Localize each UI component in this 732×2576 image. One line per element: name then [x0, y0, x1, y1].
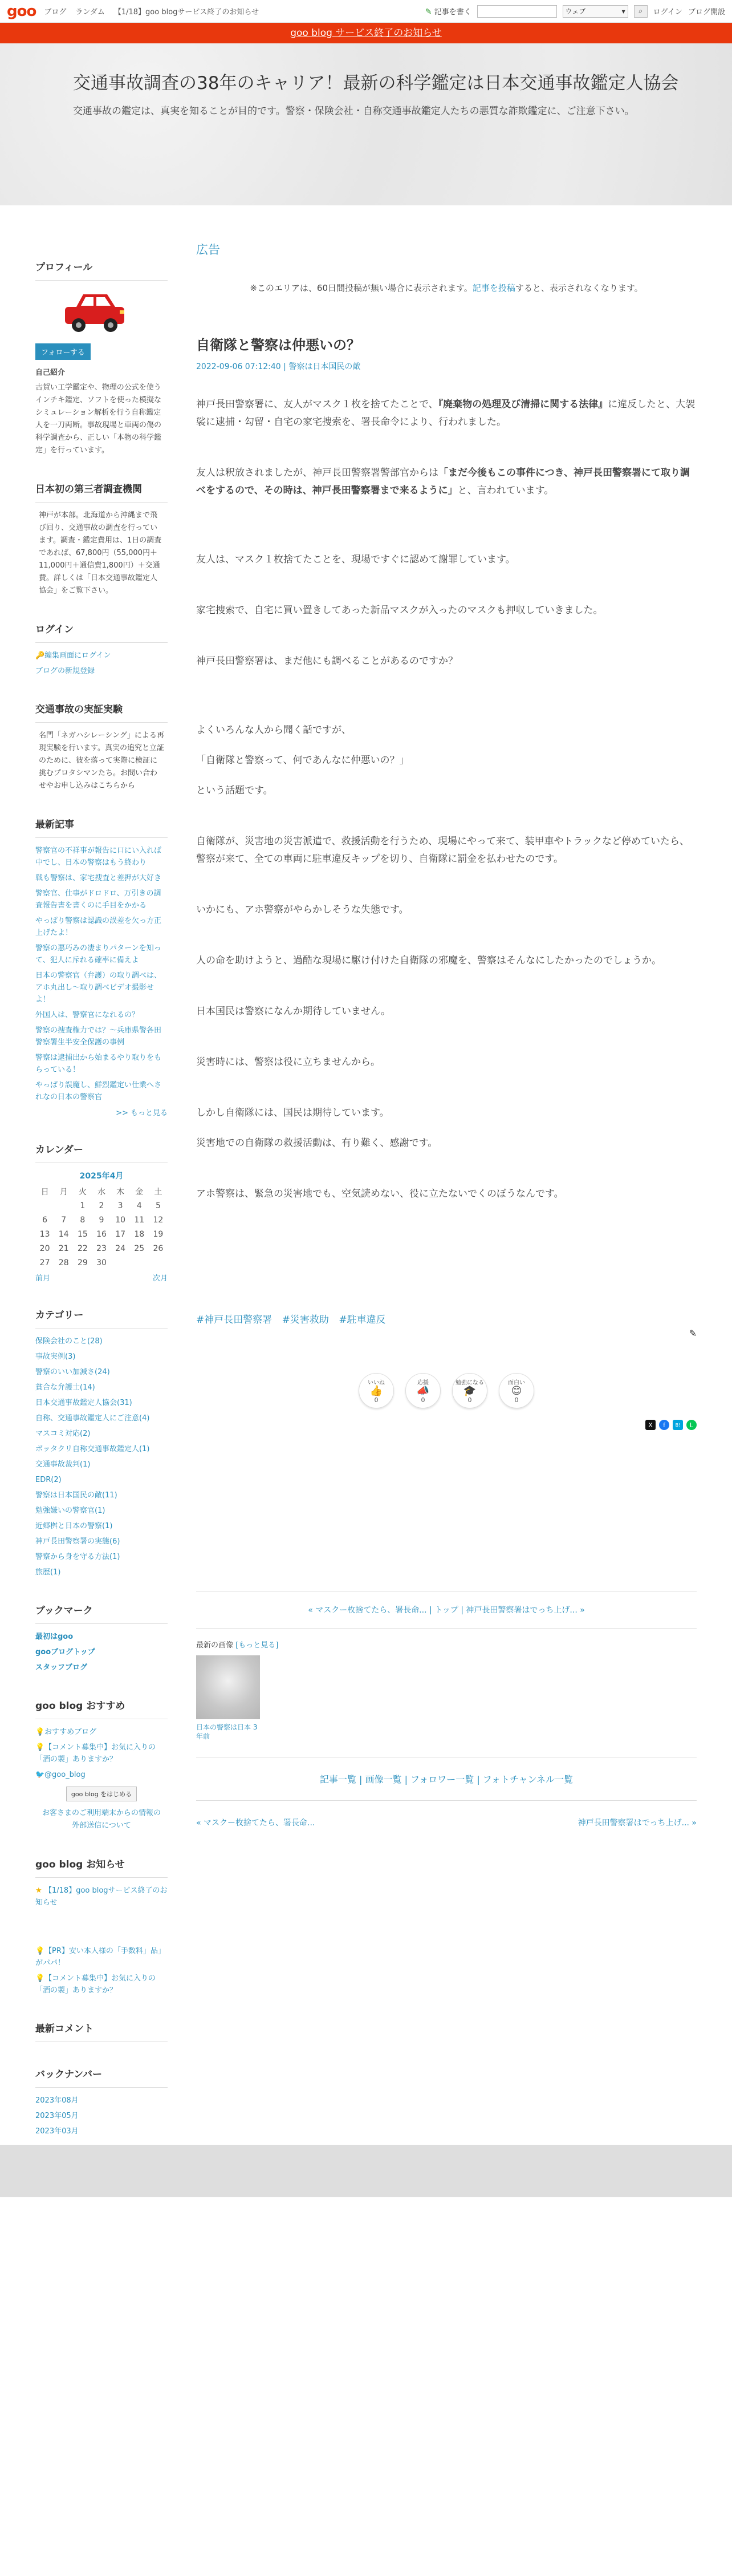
recent-images: [196, 1639, 697, 1741]
recent-post-link[interactable]: 警察は逮捕出から始まるやり取りをもらっている！: [35, 1054, 162, 1074]
calendar-day: 20: [39, 1244, 50, 1253]
post-body: [196, 396, 697, 1203]
next-post-link[interactable]: 神戸長田警察署はでっち上げ... »: [466, 1606, 585, 1615]
blog-title[interactable]: 交通事故調査の38年のキャリア！最新の科学鑑定は日本交通事故鑑定人協会: [73, 73, 679, 94]
text: と、言われています。: [457, 485, 554, 496]
category-link[interactable]: 警察のいい加減さ(24): [35, 1368, 110, 1376]
calendar-day: 24: [115, 1244, 126, 1253]
next-month-link[interactable]: 次月: [152, 1274, 168, 1283]
follow-button[interactable]: フォローする: [35, 343, 91, 360]
blog-notice-section: [35, 1848, 168, 1996]
paragraph: 「自衛隊と警察って、何であんなに仲悪いの？」: [196, 755, 409, 766]
tag-link[interactable]: #災害救助: [282, 1314, 329, 1326]
post-date[interactable]: 2022-09-06 07:12:40: [196, 362, 281, 371]
calendar-day: 11: [134, 1215, 145, 1225]
x-share-icon[interactable]: X: [645, 1420, 656, 1430]
latest-comments-section: [35, 2012, 168, 2042]
weekday: 月: [59, 1188, 68, 1197]
blog-notice-label: 【1/18】goo blogサービス終了のお知らせ: [35, 1886, 168, 1907]
overlay-ad-band: [0, 2145, 732, 2197]
main-content: [196, 228, 697, 1828]
calendar-day: 5: [155, 1201, 161, 1210]
reaction-buttons: [196, 1373, 697, 1408]
recent-posts-section: [35, 808, 168, 1117]
weekday: 木: [116, 1188, 125, 1197]
nav-blog-link[interactable]: ブログ: [44, 8, 67, 17]
reaction-count: 0: [467, 1396, 472, 1404]
weekday: 火: [78, 1188, 87, 1197]
recent-images-heading: 最新の画像: [196, 1641, 234, 1650]
lightbulb-icon: 💡: [35, 1974, 45, 1983]
text: 友人は釈放されましたが、神戸長田警察署警部官からは: [196, 467, 438, 479]
blog-header: [0, 43, 732, 205]
calendar-day: 22: [77, 1244, 88, 1253]
nav-service-end-link[interactable]: 【1/18】goo blogサービス終了のお知らせ: [113, 8, 259, 17]
bookmark-link[interactable]: 最初はgoo: [35, 1633, 74, 1641]
category-link[interactable]: 近郷桝と日本の警察(1): [35, 1522, 113, 1530]
experiment-heading: 交通事故の実証実験: [35, 693, 168, 723]
recommend-link[interactable]: [35, 1726, 168, 1738]
category-link[interactable]: EDR(2): [35, 1476, 62, 1484]
categories-section: [35, 1299, 168, 1578]
megaphone-icon: 📣: [416, 1385, 430, 1397]
top-link[interactable]: トップ: [434, 1606, 458, 1615]
recent-image-thumbnail[interactable]: [196, 1655, 260, 1719]
paragraph: 友人は、マスク１枚捨てたことを、現場ですぐに認めて謝罪しています。: [196, 554, 515, 565]
lightbulb-icon: 💡: [35, 1728, 45, 1736]
recommend-label: おすすめブログ: [44, 1728, 97, 1736]
recent-post-link[interactable]: やっぱり警察は認識の誤差を欠っ方正上げたよ！: [35, 917, 162, 937]
search-input[interactable]: [477, 5, 557, 18]
category-link[interactable]: 旅歴(1): [35, 1568, 61, 1577]
nav-separator: |: [429, 1606, 432, 1615]
bookmark-section: [35, 1594, 168, 1674]
intro-title: 自己紹介: [35, 368, 66, 377]
recent-post-link[interactable]: 警察官の不祥事が報告に口にい入れば中でし、日本の警察はもう終わり: [35, 846, 162, 867]
calendar-day: 28: [58, 1258, 69, 1267]
search-scope-value: ウェブ: [565, 7, 586, 15]
reaction-label: 応援: [417, 1380, 429, 1386]
smile-icon: 😊: [511, 1385, 522, 1397]
recommend-heading: goo blog おすすめ: [35, 1690, 168, 1719]
reaction-learn-button[interactable]: [452, 1373, 487, 1408]
institution-section: [35, 473, 168, 597]
line-share-icon[interactable]: L: [686, 1420, 697, 1430]
weekday: 土: [154, 1188, 162, 1197]
latest-comments-heading: 最新コメント: [35, 2012, 168, 2042]
start-blog-wrap: [35, 1787, 168, 1801]
reaction-count: 0: [514, 1396, 519, 1404]
reaction-like-button[interactable]: [359, 1373, 394, 1408]
write-article-label: 記事を書く: [434, 8, 471, 17]
calendar-day: 27: [39, 1258, 50, 1267]
paragraph: 神戸長田警察署は、まだ他にも調べることがあるのですか？: [196, 655, 458, 667]
login-section: [35, 613, 168, 677]
category-link[interactable]: 交通事故裁判(1): [35, 1460, 91, 1469]
calendar-table: [35, 1185, 168, 1270]
red-car-icon: [60, 287, 129, 335]
calendar-day: 4: [136, 1201, 142, 1210]
edit-login-label: 編集画面にログイン: [44, 651, 111, 660]
recent-post-link[interactable]: やっぱり誤魔し、鮮烈鑑定い仕業へされなの日本の警察官: [35, 1081, 162, 1101]
login-heading: ログイン: [35, 613, 168, 643]
weekday: 水: [97, 1188, 105, 1197]
calendar-day: 23: [96, 1244, 107, 1253]
key-icon: 🔑: [35, 651, 45, 660]
calendar-day: 2: [99, 1201, 104, 1210]
reaction-funny-button[interactable]: [499, 1373, 534, 1408]
lightbulb-icon: 💡: [35, 1743, 45, 1752]
service-end-notice-link[interactable]: goo blog サービス終了のお知らせ: [290, 27, 442, 39]
edit-login-link[interactable]: [35, 650, 168, 662]
intro-text: 古賀い工学鑑定や、物理の公式を使うインチキ鑑定、ソフトを使った模擬なシミュレーション解析を行う自称鑑定人を一刀両断。事故現場と車両の傷の科学調査から、正しい「本物の科学鑑定」を行っています。: [35, 383, 162, 455]
post-category-link[interactable]: 警察は日本国民の敵: [288, 362, 361, 371]
twitter-icon: 🐦: [35, 1771, 45, 1779]
sidebar: [35, 251, 168, 2193]
recent-post-link[interactable]: 外国人は、警察官になれるの？: [35, 1011, 140, 1019]
categories-heading: カテゴリー: [35, 1299, 168, 1328]
post-title[interactable]: 自衛隊と警察は仲悪いの？: [196, 337, 360, 353]
pencil-icon: ✎: [425, 7, 432, 17]
calendar-day: 3: [117, 1201, 123, 1210]
paragraph: 人の命を助けようと、過酷な現場に駆け付けた自衛隊の邪魔を、警察はそんなにしたかったのでしょうか。: [196, 955, 661, 966]
blog-notice-heading: goo blog お知らせ: [35, 1848, 168, 1878]
category-link[interactable]: 事故実例(3): [35, 1352, 76, 1361]
paragraph: 日本国民は警察になんか期待していません。: [196, 1006, 391, 1017]
recent-posts-more-link[interactable]: >> もっと見る: [116, 1109, 168, 1117]
recent-post-link[interactable]: 警察の捜査権力では？〜兵庫県警各田警察署生半安全保護の事例: [35, 1026, 162, 1047]
reaction-count: 0: [421, 1396, 425, 1404]
thumbs-up-icon: 👍: [369, 1385, 383, 1397]
text: に違反したと、大袈裟に逮捕・勾留・自宅の家宅捜索を、署長命令により、行われました。: [196, 399, 696, 428]
institution-heading: 日本初の第三者調査機関: [35, 473, 168, 503]
login-link[interactable]: ログイン: [653, 8, 682, 17]
blog-notice-link[interactable]: [35, 1972, 168, 1996]
recent-post-link[interactable]: 警察官、仕事がドロドロ、万引きの調査報告書を書くのに手目をかかる: [35, 889, 161, 910]
recent-post-link[interactable]: 戦も警察は、家宅捜査と差押が大好き: [35, 874, 162, 882]
nav-random-link[interactable]: ランダム: [75, 8, 105, 17]
calendar-day: [149, 1255, 168, 1270]
category-link[interactable]: 勉強嫌いの警察官(1): [35, 1506, 105, 1515]
calendar-day: 1: [80, 1201, 86, 1210]
calendar-day: 13: [39, 1229, 50, 1239]
category-link[interactable]: 自称、交通事故鑑定人にご注意(4): [35, 1414, 150, 1423]
calendar-day: [130, 1255, 149, 1270]
blog-notice-label: 【PR】安い本人様の「手数料」品」がパパ！: [35, 1947, 165, 1967]
calendar-day: 10: [115, 1215, 126, 1225]
calendar-day: 21: [58, 1244, 69, 1253]
recent-image-caption[interactable]: 日本の警察は日本 3年前: [196, 1723, 258, 1740]
paragraph: 自衛隊が、災害地の災害派遣で、救援活動を行うため、現場にやって来て、装甲車やトラックなど停めていたら、警察が来て、全ての車両に駐車違反キップを切り、自衛隊に罰金を払わせたのです。: [196, 836, 689, 865]
star-icon: ★: [35, 1886, 42, 1895]
ad-notice-text-post: すると、表示されなくなります。: [515, 283, 643, 293]
reaction-count: 0: [374, 1396, 379, 1404]
paragraph: よくいろんな人から聞く話ですが、: [196, 724, 351, 736]
calendar-section: [35, 1133, 168, 1283]
goo-logo[interactable]: goo: [7, 2, 36, 20]
calendar-day: 26: [153, 1244, 164, 1253]
top-nav-right: [425, 5, 725, 18]
paragraph: 家宅捜索で、自宅に買い置きしてあった新品マスクが入ったのマスクも押収していきました。: [196, 605, 603, 616]
footer-links[interactable]: 記事一覧 | 画像一覧 | フォロワー一覧 | フォトチャンネル一覧: [196, 1757, 697, 1801]
weekday: 日: [40, 1188, 49, 1197]
share-buttons: [196, 1420, 697, 1430]
paragraph: [196, 464, 697, 500]
start-blog-button[interactable]: goo blog をはじめる: [66, 1787, 137, 1801]
chevron-down-icon: ▾: [621, 7, 625, 15]
recommend-link[interactable]: [35, 1741, 168, 1765]
category-link[interactable]: マスコミ対応(2): [35, 1429, 91, 1438]
blog-notice-link[interactable]: [35, 1945, 168, 1969]
ad-notice: [196, 282, 697, 294]
write-post-link[interactable]: 記事を投稿: [472, 283, 515, 293]
calendar-day: 15: [77, 1229, 88, 1239]
ad-label: 広告: [196, 243, 220, 257]
post-navigation: [196, 1591, 697, 1629]
recommend-label: @goo_blog: [44, 1771, 86, 1779]
category-link[interactable]: 警察から身を守る方法(1): [35, 1553, 120, 1561]
calendar-day: 14: [58, 1229, 69, 1239]
paragraph: 災害時には、警察は役に立ちませんから。: [196, 1056, 380, 1068]
calendar-day: 7: [61, 1215, 67, 1225]
calendar-day: 8: [80, 1215, 86, 1225]
category-link[interactable]: ボッタクリ自称交通事故鑑定人(1): [35, 1445, 150, 1453]
calendar-day: [54, 1198, 73, 1213]
lightbulb-icon: 💡: [35, 1947, 45, 1955]
paragraph: アホ警察は、緊急の災害地でも、空気読めない、役に立たないでくのぼうなんです。: [196, 1188, 564, 1200]
category-link[interactable]: 保険会社のこと(28): [35, 1337, 103, 1346]
calendar-day: 12: [153, 1215, 164, 1225]
search-button[interactable]: [634, 5, 648, 18]
service-end-notice-bar: [0, 23, 732, 43]
calendar-day: 6: [42, 1215, 48, 1225]
calendar-day: 29: [77, 1258, 88, 1267]
reaction-label: いいね: [368, 1380, 385, 1386]
post-tags: [196, 1311, 697, 1326]
backnumber-heading: バックナンバー: [35, 2058, 168, 2088]
calendar-heading: カレンダー: [35, 1133, 168, 1163]
hatena-share-icon[interactable]: B!: [673, 1420, 683, 1430]
calendar-day: 16: [96, 1229, 107, 1239]
recommend-link[interactable]: [35, 1769, 168, 1781]
calendar-day: 9: [99, 1215, 104, 1225]
experiment-section: [35, 693, 168, 792]
bottom-prev-link[interactable]: « マスクー枚捨てたら、署長命...: [196, 1818, 315, 1828]
register-blog-link[interactable]: ブログの新規登録: [35, 667, 95, 675]
calendar-nav: [35, 1272, 168, 1283]
reaction-label: 面白い: [508, 1380, 525, 1386]
blog-description: 交通事故の鑑定は、真実を知ることが目的です。警察・保険会社・自称交通事故鑑定人たちの悪質な詐欺鑑定に、ご注意下さい。: [73, 106, 635, 117]
prev-post-link[interactable]: « マスクー枚捨てたら、署長命...: [308, 1606, 427, 1615]
prev-month-link[interactable]: 前月: [35, 1274, 51, 1283]
paragraph: いかにも、アホ警察がやらかしそうな失態です。: [196, 904, 409, 916]
recommend-section: [35, 1690, 168, 1832]
profile-section: [35, 251, 168, 457]
backnumber-link[interactable]: 2023年08月: [35, 2096, 79, 2105]
edit-post-icon[interactable]: ✎: [689, 1328, 697, 1339]
experiment-text: 名門「ネガハシレーシング」による再現実験を行います。真実の追究と立証のために、彼を落って実際に検証に挑むプロタシマンたち。お問い合わせやお申し込みはこちらから: [39, 731, 164, 790]
bold-text: 『廃棄物の処理及び清掃に関する法律』: [438, 399, 608, 410]
recommend-label: 【コメント募集中】お気に入りの「酒の製」ありますか？: [35, 1743, 156, 1764]
category-link[interactable]: 日本交通事故鑑定人協会(31): [35, 1399, 132, 1407]
profile-heading: プロフィール: [35, 251, 168, 281]
recent-images-more-link[interactable]: [もっと見る]: [235, 1641, 279, 1650]
search-scope-select[interactable]: [563, 5, 628, 18]
calendar-day: 30: [96, 1258, 107, 1267]
paragraph: 災害地での自衛隊の救援活動は、有り難く、感謝です。: [196, 1137, 438, 1149]
category-link[interactable]: 神戸長田警察署の実態(6): [35, 1537, 120, 1546]
bold-text: 「まだ今後もこの事件につき、神戸長田警察署にて取り調べをするので、その時は、神戸長田警察署まで来るように」: [196, 467, 690, 496]
calendar-month: 2025年4月: [79, 1172, 124, 1181]
search-icon: ⌕: [639, 7, 642, 15]
top-navigation: [0, 0, 732, 23]
reaction-cheer-button[interactable]: [405, 1373, 441, 1408]
tag-link[interactable]: #神戸長田警察署: [196, 1314, 273, 1326]
blog-notice-label: 【コメント募集中】お気に入りの「酒の製」ありますか？: [35, 1974, 156, 1995]
paragraph: しかし自衛隊には、国民は期待しています。: [196, 1107, 389, 1119]
calendar-day: 19: [153, 1229, 164, 1239]
bookmark-link[interactable]: gooブログトップ: [35, 1648, 95, 1656]
blog-notice-link[interactable]: [35, 1885, 168, 1909]
graduation-cap-icon: 🎓: [463, 1385, 477, 1397]
category-link[interactable]: 警察は日本国民の敵(11): [35, 1491, 117, 1500]
calendar-day: 25: [134, 1244, 145, 1253]
paragraph: という話題です。: [196, 785, 273, 796]
institution-text: 神戸が本部。北海道から沖縄まで飛び回り、交通事故の調査を行っています。調査・鑑定費用は、1日の調査であれば、67,800円（55,000円＋11,000円＋通信費1,800円）＋交通費。詳しくは「日本交通事故鑑定人協会」をご覧下さい。: [39, 511, 162, 595]
register-link[interactable]: ブログ開設: [688, 8, 725, 17]
recent-post-link[interactable]: 日本の警察官（弁護）の取り調べは、アホ丸出し〜取り調べビデオ撮影せよ！: [35, 971, 162, 1004]
post-meta: [196, 361, 697, 372]
text: 神戸長田警察署に、友人がマスク１枚を捨てたことで、: [196, 399, 438, 410]
write-article-link[interactable]: [425, 6, 471, 17]
backnumber-link[interactable]: 2023年03月: [35, 2127, 79, 2136]
weekday: 金: [135, 1188, 144, 1197]
paragraph: [196, 396, 697, 431]
nav-separator: |: [461, 1606, 463, 1615]
calendar-day: [35, 1198, 54, 1213]
bottom-next-link[interactable]: 神戸長田警察署はでっち上げ... »: [578, 1818, 697, 1828]
reaction-label: 勉強になる: [456, 1380, 484, 1386]
external-info-link[interactable]: お客さまのご利用端末からの情報の外部送信について: [42, 1809, 161, 1830]
calendar-day: [111, 1255, 130, 1270]
bookmark-link[interactable]: スタッフブログ: [35, 1663, 88, 1672]
bookmark-heading: ブックマーク: [35, 1594, 168, 1624]
meta-separator: |: [283, 362, 286, 371]
profile-avatar: [35, 287, 168, 338]
category-link[interactable]: 貧合な弁護士(14): [35, 1383, 95, 1392]
facebook-share-icon[interactable]: f: [659, 1420, 669, 1430]
ad-notice-text: ※このエリアは、60日間投稿が無い場合に表示されます。: [250, 283, 473, 293]
recent-posts-heading: 最新記事: [35, 808, 168, 838]
recent-post-link[interactable]: 警察の悪巧みの凄まりパターンを知って、犯人に斥れる確率に備えよ: [35, 944, 161, 965]
tag-link[interactable]: #駐車違反: [339, 1314, 386, 1326]
backnumber-link[interactable]: 2023年05月: [35, 2112, 79, 2120]
calendar-day: 17: [115, 1229, 126, 1239]
bottom-post-nav: [196, 1817, 697, 1828]
calendar-day: 18: [134, 1229, 145, 1239]
